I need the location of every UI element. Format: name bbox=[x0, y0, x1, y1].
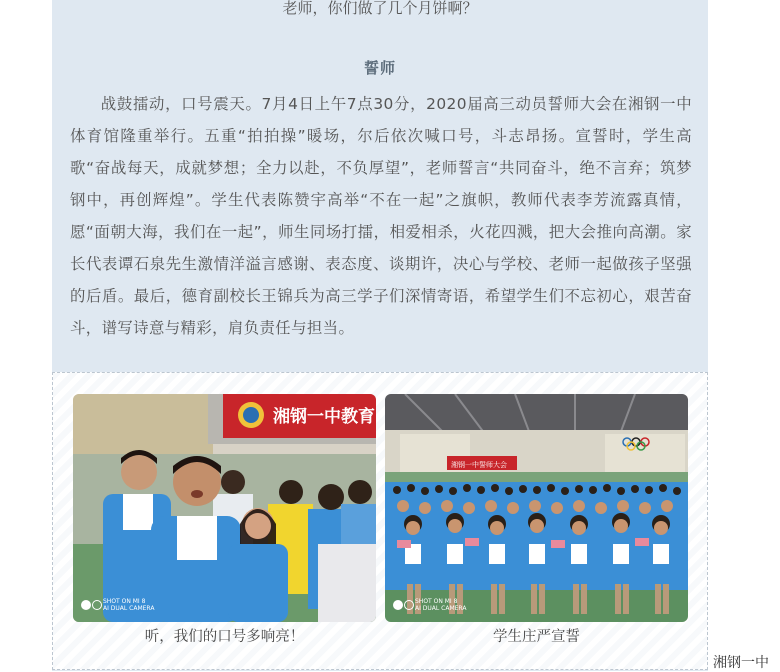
camera-watermark: SHOT ON MI 8 AI DUAL CAMERA bbox=[81, 598, 154, 612]
school-name-mark: 湘钢一中 bbox=[713, 655, 769, 671]
banner-text: 湘钢一中誓师大会 bbox=[451, 461, 507, 469]
previous-paragraph-line: 老师，你们做了几个月饼啊？ bbox=[282, 0, 478, 17]
photo-students-chanting-image bbox=[73, 394, 376, 622]
photo-students-chanting[interactable] bbox=[73, 394, 376, 622]
photo-students-oath[interactable] bbox=[385, 394, 688, 622]
article-panel bbox=[52, 0, 708, 671]
photo-caption-left: 听，我们的口号多响亮！ bbox=[144, 629, 305, 645]
article-paragraph: 战鼓擂动，口号震天。7月4日上午7点30分，2020届高三动员誓师大会在湘钢一中体育馆隆重举行。五重“拍拍操”暖场，尔后依次喊口号，斗志昂扬。宣誓时，学生高歌“奋战每天，成就梦想；全力以赴，不负厚望”，老师誓言“共同奋斗，绝不言弃；筑梦钢中，再创辉煌”。学生代表陈赞宇高举“不在一起”之旗帜，教师代表李芳流露真情，愿“面朝大海，我们在一起”，师生同场打擂，相爱相杀，火花四溅，把大会推向高潮。家长代表谭石泉先生激情洋溢言感谢、表态度、谈期许，决心与学校、老师一起做孩子坚强的后盾。最后，德育副校长王锦兵为高三学子们深情寄语，希望学生们不忘初心，艰苦奋斗，谱写诗意与精彩，肩负责任与担当。 bbox=[70, 95, 692, 337]
photo-caption-right: 学生庄严宣誓 bbox=[493, 629, 580, 645]
banner-text: 湘钢一中教育 bbox=[273, 407, 375, 427]
camera-watermark: SHOT ON MI 8 AI DUAL CAMERA bbox=[393, 598, 466, 612]
photo-students-oath-image bbox=[385, 394, 688, 622]
photo-gallery bbox=[52, 372, 708, 670]
section-title: 誓师 bbox=[363, 59, 396, 77]
